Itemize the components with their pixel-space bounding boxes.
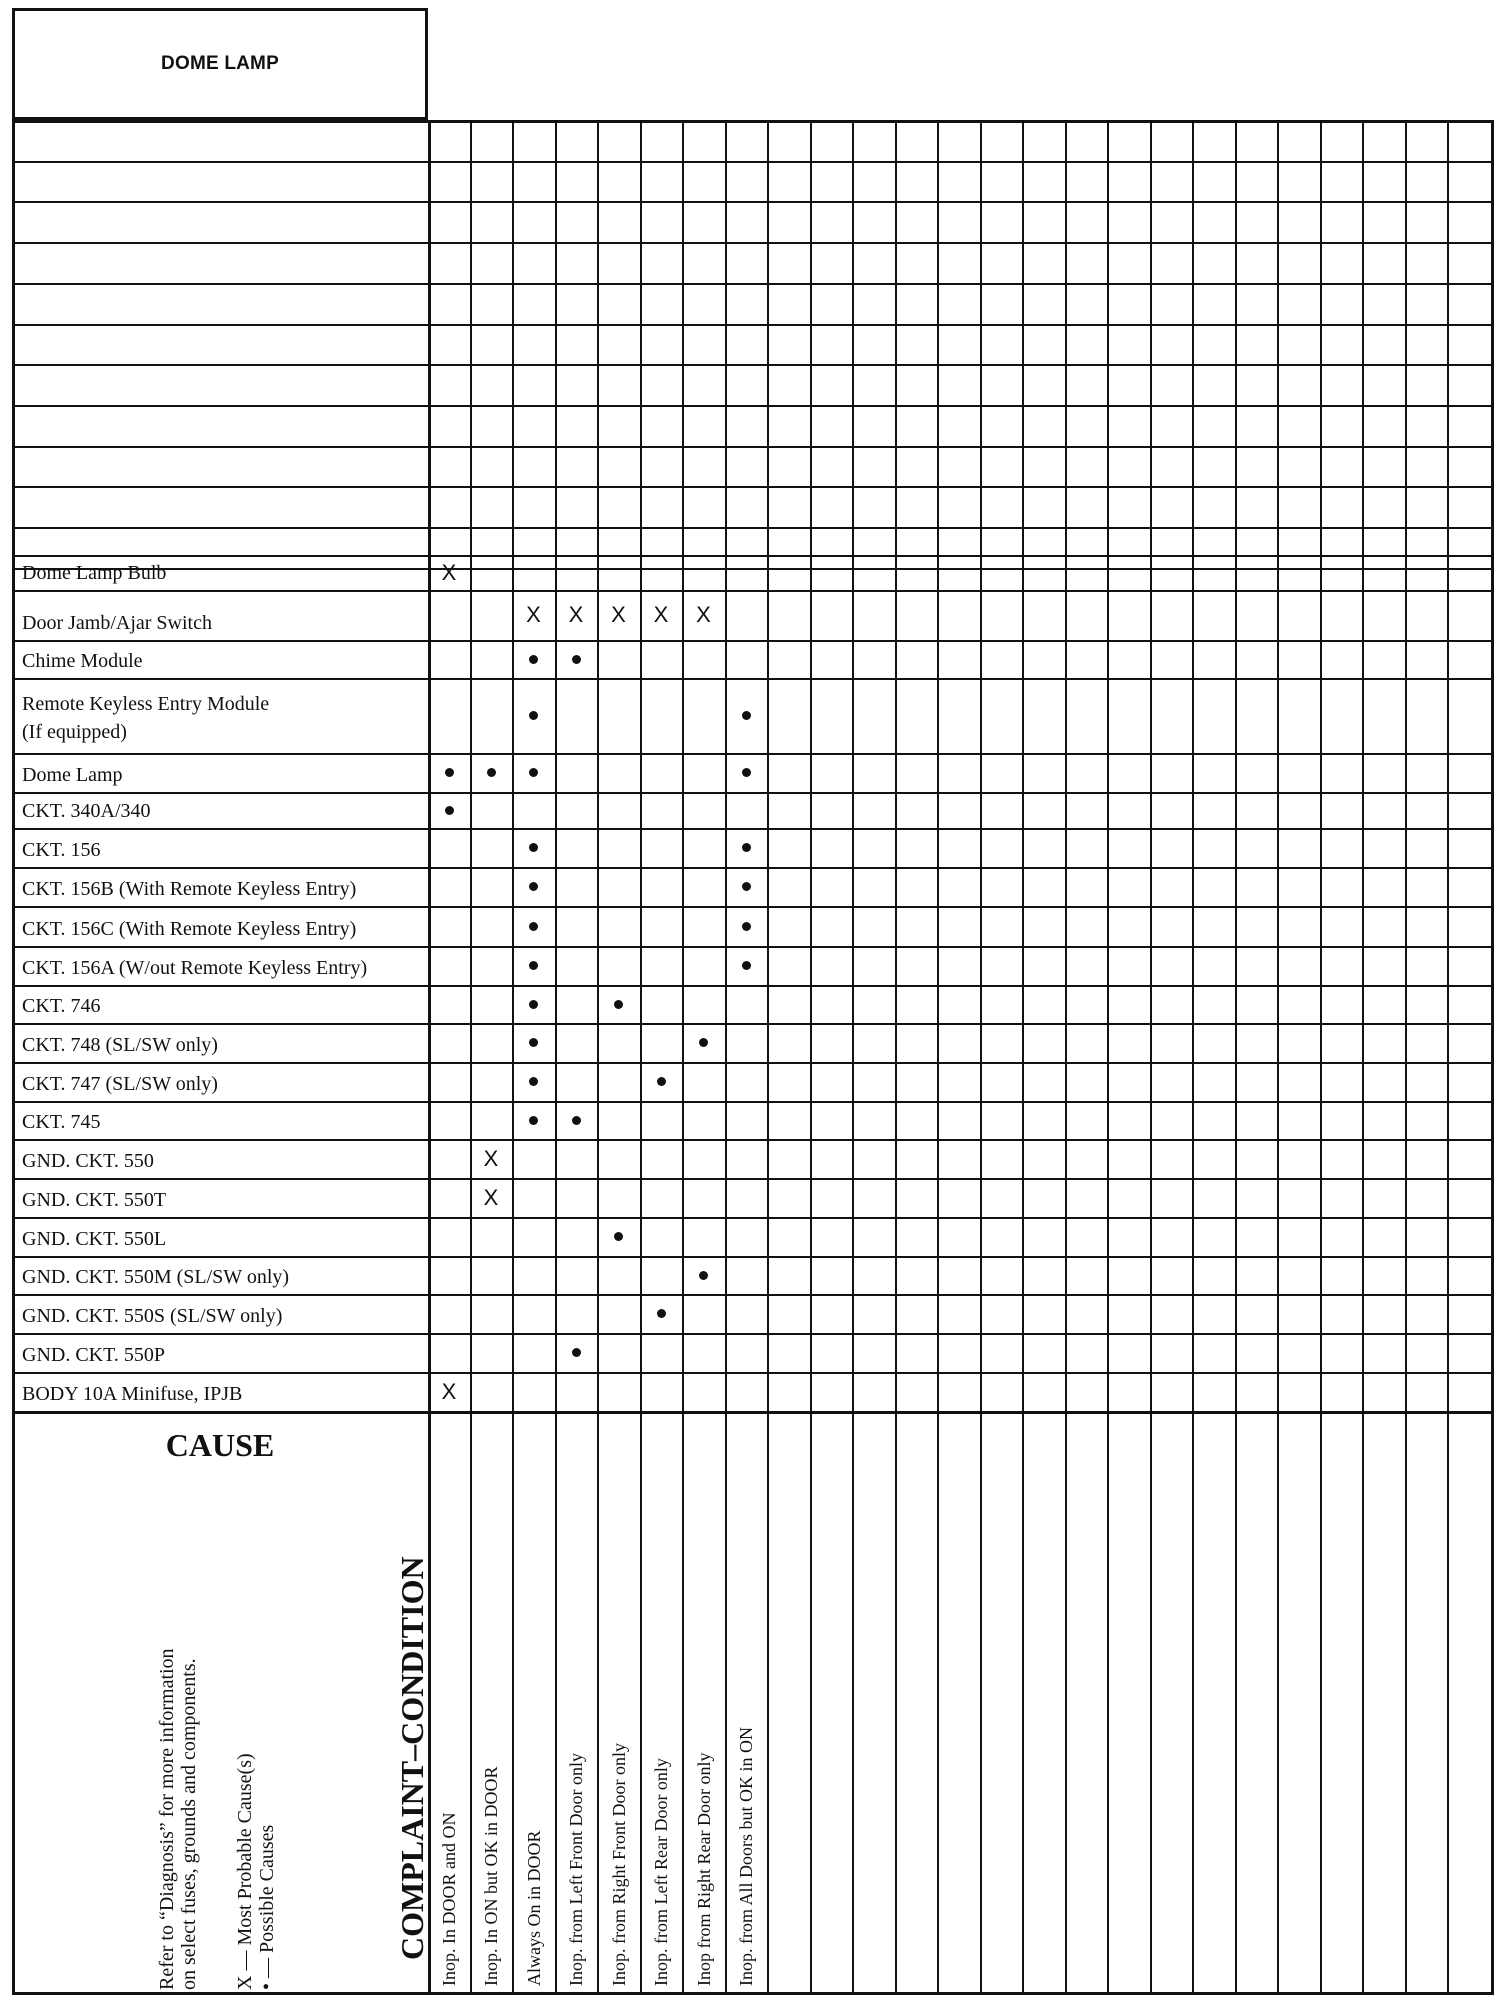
grid-column-line (640, 120, 642, 1995)
possible-cause-mark (572, 655, 581, 664)
page-title: DOME LAMP (161, 53, 279, 74)
complaint-condition-heading: COMPLAINT–CONDITION (394, 1556, 430, 1960)
possible-cause-mark (742, 922, 751, 931)
grid-column-line (895, 120, 897, 1995)
grid-column-line (852, 120, 854, 1995)
grid-column-line (937, 120, 939, 1995)
cause-label: CKT. 748 (SL/SW only) (22, 1034, 218, 1056)
grid-row-line (12, 1062, 1494, 1064)
condition-label: Inop. from Left Front Door only (566, 1753, 586, 1986)
grid-column-line (767, 120, 769, 1995)
grid-left-border (12, 120, 15, 1995)
possible-cause-mark (614, 1232, 623, 1241)
grid-row-line (12, 792, 1494, 794)
grid-column-line (1107, 120, 1109, 1995)
possible-cause-mark (529, 1077, 538, 1086)
condition-label: Inop. In DOOR and ON (439, 1812, 459, 1986)
possible-cause-mark (742, 882, 751, 891)
grid-column-line (1022, 120, 1024, 1995)
grid-row-line (12, 906, 1494, 908)
condition-label: Always On in DOOR (523, 1830, 544, 1986)
grid-column-line (1150, 120, 1152, 1995)
refer-note-line-1: Refer to “Diagnosis” for more information (156, 1648, 178, 1990)
cause-label-line-2: (If equipped) (22, 721, 127, 743)
grid-row-line (12, 405, 1494, 407)
grid-row-line (12, 985, 1494, 987)
possible-cause-mark (529, 1038, 538, 1047)
cause-label (22, 690, 269, 746)
condition-label: Inop. from All Doors but OK in ON (736, 1727, 756, 1986)
grid-row-line (12, 527, 1494, 529)
grid-bottom-line (12, 1992, 1494, 1995)
grid-row-line (12, 242, 1494, 244)
cause-label: Chime Module (22, 650, 143, 672)
most-probable-cause-mark: X (441, 1378, 457, 1404)
possible-cause-mark (657, 1077, 666, 1086)
grid-column-line (1192, 120, 1194, 1995)
grid-row-line (12, 120, 1494, 123)
grid-row-line (12, 1333, 1494, 1335)
cause-label: CKT. 156C (With Remote Keyless Entry) (22, 918, 357, 940)
grid-row-line (12, 1411, 1494, 1414)
cause-label: GND. CKT. 550T (22, 1189, 167, 1211)
grid-column-line (1447, 120, 1449, 1995)
possible-cause-mark (529, 922, 538, 931)
grid-row-line (12, 828, 1494, 830)
grid-column-line (597, 120, 599, 1995)
grid-row-line (12, 1256, 1494, 1258)
cause-label: BODY 10A Minifuse, IPJB (22, 1383, 243, 1405)
legend-dot: • — Possible Causes (256, 1824, 278, 1990)
grid-row-line (12, 364, 1494, 366)
cause-label: GND. CKT. 550P (22, 1344, 165, 1366)
grid-row-line (12, 1139, 1494, 1141)
possible-cause-mark (742, 711, 751, 720)
cause-label: GND. CKT. 550S (SL/SW only) (22, 1305, 283, 1327)
possible-cause-mark (529, 961, 538, 970)
cause-label: GND. CKT. 550L (22, 1228, 167, 1250)
possible-cause-mark (529, 655, 538, 664)
grid-row-line (12, 324, 1494, 326)
grid-row-line (12, 678, 1494, 680)
possible-cause-mark (572, 1116, 581, 1125)
most-probable-cause-mark: X (483, 1145, 499, 1171)
refer-note-line-2: on select fuses, grounds and components. (178, 1658, 200, 1990)
most-probable-cause-mark: X (441, 559, 457, 585)
grid-column-line (980, 120, 982, 1995)
condition-label: Inop. from Left Rear Door only (651, 1758, 671, 1986)
possible-cause-mark (529, 1000, 538, 1009)
possible-cause-mark (742, 961, 751, 970)
condition-label: Inop from Right Rear Door only (693, 1752, 714, 1986)
grid-column-line (1277, 120, 1279, 1995)
grid-row-line (12, 867, 1494, 869)
cause-label: CKT. 156B (With Remote Keyless Entry) (22, 878, 357, 900)
grid-row-line (12, 1217, 1494, 1219)
condition-label: Inop. from Right Front Door only (608, 1743, 629, 1986)
grid-row-line (12, 1294, 1494, 1296)
cause-label-line-1: Remote Keyless Entry Module (22, 693, 270, 715)
grid-row-line (12, 1101, 1494, 1103)
cause-label: CKT. 745 (22, 1111, 101, 1133)
most-probable-cause-mark: X (526, 602, 541, 627)
grid-column-line (1362, 120, 1364, 1995)
grid-column-line (470, 120, 472, 1995)
grid-column-line (682, 120, 684, 1995)
grid-row-line (12, 568, 1494, 570)
grid-row-line (12, 753, 1494, 755)
possible-cause-mark (699, 1271, 708, 1280)
most-probable-cause-mark: X (568, 602, 584, 627)
grid-column-line (1235, 120, 1237, 1995)
most-probable-cause-mark: X (611, 602, 626, 627)
most-probable-cause-mark: X (483, 1184, 499, 1210)
possible-cause-mark (487, 768, 496, 777)
grid-row-line (12, 201, 1494, 203)
possible-cause-mark (742, 768, 751, 777)
cause-label: CKT. 340A/340 (22, 800, 151, 822)
possible-cause-mark (529, 768, 538, 777)
grid-row-line (12, 161, 1494, 163)
grid-column-line (1065, 120, 1067, 1995)
cause-label: CKT. 747 (SL/SW only) (22, 1073, 218, 1095)
grid-row-line (12, 555, 1494, 557)
grid-row-line (12, 1372, 1494, 1374)
cause-label: Dome Lamp Bulb (22, 562, 167, 584)
grid-row-line (12, 1023, 1494, 1025)
possible-cause-mark (699, 1038, 708, 1047)
grid-row-line (12, 1178, 1494, 1180)
grid-row-line (12, 946, 1494, 948)
possible-cause-mark (742, 843, 751, 852)
grid-column-line (555, 120, 557, 1995)
legend-x: X — Most Probable Cause(s) (234, 1753, 256, 1990)
grid-column-line (1491, 120, 1494, 1995)
grid-column-line (725, 120, 727, 1995)
condition-label: Inop. In ON but OK in DOOR (481, 1766, 501, 1986)
possible-cause-mark (445, 768, 454, 777)
grid-column-line (1320, 120, 1322, 1995)
cause-label: CKT. 746 (22, 995, 101, 1017)
most-probable-cause-mark: X (696, 602, 711, 627)
possible-cause-mark (529, 711, 538, 720)
grid-column-line (810, 120, 812, 1995)
cause-label: CKT. 156A (W/out Remote Keyless Entry) (22, 957, 368, 979)
cause-label: GND. CKT. 550 (22, 1150, 154, 1172)
possible-cause-mark (614, 1000, 623, 1009)
title-box (12, 8, 428, 120)
grid-row-line (12, 640, 1494, 642)
cause-label: CKT. 156 (22, 839, 101, 861)
grid-row-line (12, 446, 1494, 448)
possible-cause-mark (529, 843, 538, 852)
grid-column-line (1405, 120, 1407, 1995)
cause-label: Door Jamb/Ajar Switch (22, 612, 212, 634)
cause-label: Dome Lamp (22, 764, 123, 786)
cause-label: GND. CKT. 550M (SL/SW only) (22, 1266, 290, 1288)
possible-cause-mark (572, 1348, 581, 1357)
cause-heading: CAUSE (165, 1427, 275, 1463)
possible-cause-mark (445, 806, 454, 815)
grid-row-line (12, 590, 1494, 592)
grid-column-line (512, 120, 514, 1995)
grid-row-line (12, 486, 1494, 488)
possible-cause-mark (529, 1116, 538, 1125)
most-probable-cause-mark: X (653, 602, 669, 627)
possible-cause-mark (657, 1309, 666, 1318)
possible-cause-mark (529, 882, 538, 891)
grid-row-line (12, 283, 1494, 285)
